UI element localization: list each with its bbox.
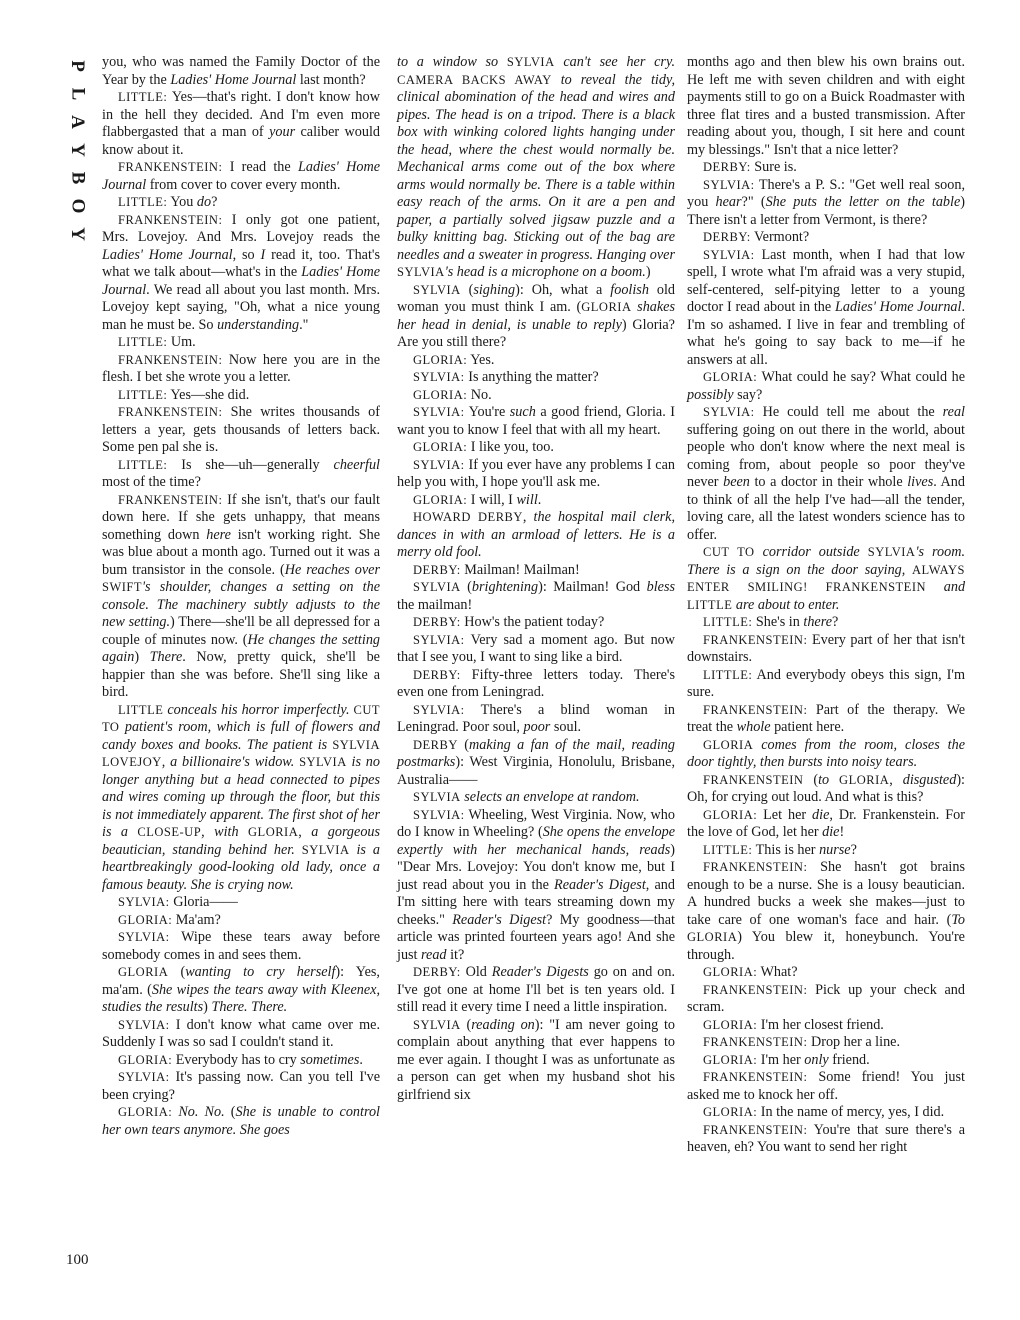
paragraph: to a window so SYLVIA can't see her cry. CAMERA BACKS AWAY to reveal the tidy, clinical abomination of the head and wires and pipes. The head is on a tripod. There is a black box with winking colored lights hanging under the head, where the chest would normally be. Mechanical arms come out of the box where arms would normally be. There is a table within easy reach of the arms. On it are a pen and paper, a partially solved jigsaw puzzle and a bulky knitting bag. Sticking out of the bag are needles and a sweater in progress. Hanging over SYLVIA's head is a microphone on a boom.) bbox=[397, 54, 676, 280]
paragraph: DERBY: How's the patient today? bbox=[413, 614, 605, 630]
page-number: 100 bbox=[66, 1252, 89, 1268]
masthead-letter: O bbox=[67, 198, 88, 214]
paragraph: DERBY: Vermont? bbox=[703, 229, 810, 245]
paragraph: GLORIA: I'm her closest friend. bbox=[703, 1016, 884, 1033]
paragraph: GLORIA: Let her die, Dr. Frankenstein. For the love of God, let her die! bbox=[687, 806, 965, 840]
masthead-letter: Y bbox=[66, 227, 88, 241]
paragraph: SYLVIA: I don't know what came over me. Suddenly I was so sad I couldn't stand it. bbox=[102, 1016, 380, 1050]
paragraph: CUT TO corridor outside SYLVIA's room. There is a sign on the door saying, ALWAYS ENTER SMILING! FRANKENSTEIN and LITTLE are about to enter. bbox=[687, 544, 966, 613]
magazine-masthead bbox=[62, 52, 92, 248]
paragraph: SYLVIA: Last month, when I had that low spell, I wrote what I'm afraid was a very stupid, self-centered, self-pitying letter to a young doctor I read about in the Ladies' Home Journal. I'm so ashamed. I live in fear and trembling of what he's going to say back to me—if he answers at all. bbox=[687, 246, 965, 368]
paragraph: DERBY: Sure is. bbox=[703, 159, 797, 175]
masthead-letter: B bbox=[67, 171, 88, 185]
paragraph: GLORIA: Ma'am? bbox=[118, 911, 221, 928]
paragraph: months ago and then blew his own brains out. He left me with seven children and with eight payments still to go on a Buick Roadmaster with three flat tires and a busted transmission. After reading about you, though, I sit here and count my blessings." Isn't that a nice letter? bbox=[687, 54, 965, 158]
paragraph: GLORIA: Yes. bbox=[413, 351, 495, 368]
paragraph: FRANKENSTEIN: Every part of her that isn't downstairs. bbox=[687, 631, 965, 665]
paragraph: HOWARD DERBY, the hospital mail clerk, dances in with an armload of letters. He is a merry old fool. bbox=[397, 509, 675, 560]
paragraph: LITTLE: This is her nurse? bbox=[703, 841, 857, 858]
paragraph: DERBY: Mailman! Mailman! bbox=[413, 561, 580, 578]
paragraph: FRANKENSTEIN: Pick up your check and scram. bbox=[687, 981, 965, 1015]
paragraph: LITTLE: Um. bbox=[118, 334, 196, 350]
paragraph: FRANKENSTEIN (to GLORIA, disgusted): Oh, for crying out loud. And what is this? bbox=[687, 771, 965, 805]
paragraph: SYLVIA: Gloria—— bbox=[118, 894, 238, 910]
paragraph: GLORIA comes from the room, closes the door tightly, then bursts into noisy tears. bbox=[687, 736, 966, 770]
paragraph: SYLVIA: It's passing now. Can you tell I've been crying? bbox=[102, 1069, 380, 1103]
paragraph: SYLVIA: Is anything the matter? bbox=[413, 369, 599, 385]
paragraph: SYLVIA selects an envelope at random. bbox=[413, 789, 640, 805]
paragraph: FRANKENSTEIN: I read the Ladies' Home Journal from cover to cover every month. bbox=[102, 159, 380, 193]
paragraph: SYLVIA (reading on): "I am never going to complain about anything that ever happens to me ever again. I thought I was as unfortunate as a person can get when my husband shot his girlfriend six bbox=[397, 1016, 676, 1103]
text-column-2 bbox=[397, 54, 675, 1104]
paragraph: GLORIA: No. bbox=[413, 386, 492, 403]
paragraph: FRANKENSTEIN: Now here you are in the flesh. I bet she wrote you a letter. bbox=[102, 351, 380, 385]
text-column-1 bbox=[102, 54, 380, 1139]
paragraph: SYLVIA (brightening): Mailman! God bless the mailman! bbox=[397, 579, 675, 613]
paragraph: LITTLE: Yes—she did. bbox=[118, 386, 250, 403]
paragraph: FRANKENSTEIN: She hasn't got brains enough to be a nurse. She is a lousy beautician. A hundred bucks a week she makes—just to take care of one woman's face and hair. (To GLORIA) You blew it, honeybunch. You're through. bbox=[687, 859, 965, 963]
paragraph: you, who was named the Family Doctor of the Year by the Ladies' Home Journal last month? bbox=[102, 54, 380, 88]
paragraph: GLORIA: I will, I will. bbox=[413, 491, 542, 508]
paragraph: GLORIA: No. No. (She is unable to control her own tears anymore. She goes bbox=[102, 1104, 380, 1138]
paragraph: GLORIA: I'm her only friend. bbox=[703, 1051, 870, 1068]
paragraph: LITTLE: And everybody obeys this sign, I'm sure. bbox=[687, 666, 965, 700]
masthead-letter: A bbox=[66, 115, 88, 129]
paragraph: SYLVIA: There's a P. S.: "Get well real soon, you hear?" (She puts the letter on the table) There isn't a letter from Vermont, is there? bbox=[687, 176, 965, 228]
paragraph: LITTLE conceals his horror imperfectly. CUT TO patient's room, which is full of flowers and candy boxes and books. The patient is SYLVIA LOVEJOY, a billionaire's widow. SYLVIA is no longer anything but a head connected to pipes and wires coming up through the floor, but this is not immediately apparent. The first shot of her is a CLOSE-UP, with GLORIA, a gorgeous beautician, standing behind her. SYLVIA is a heartbreakingly good-looking old lady, once a famous beauty. She is crying now. bbox=[102, 701, 381, 893]
paragraph: LITTLE: She's in there? bbox=[703, 614, 839, 630]
paragraph: SYLVIA: Wheeling, West Virginia. Now, who do I know in Wheeling? (She opens the envelope expertly with her mechanical hands, reads) "Dear Mrs. Lovejoy: You don't know me, but I just read about you in the Reader's Digest, and I'm sitting here with tears streaming down my cheeks." Reader's Digest? My goodness—that article was printed fourteen years ago! And she just read it? bbox=[397, 806, 676, 963]
paragraph: LITTLE: Is she—uh—generally cheerful most of the time? bbox=[102, 456, 380, 490]
masthead-letter: P bbox=[66, 60, 88, 72]
paragraph: GLORIA: In the name of mercy, yes, I did. bbox=[703, 1104, 945, 1120]
paragraph: FRANKENSTEIN: She writes thousands of letters a year, gets thousands of letters back. Some pen pal she is. bbox=[102, 404, 380, 455]
paragraph: GLORIA (wanting to cry herself): Yes, ma'am. (She wipes the tears away with Kleenex, studies the results) There. There. bbox=[102, 964, 380, 1015]
paragraph: DERBY (making a fan of the mail, reading postmarks): West Virginia, Honolulu, Brisbane, Australia—— bbox=[397, 736, 675, 788]
masthead-letter: L bbox=[67, 87, 88, 101]
paragraph: FRANKENSTEIN: You're that sure there's a heaven, eh? You want to send her right bbox=[687, 1121, 965, 1155]
paragraph: GLORIA: What could he say? What could he possibly say? bbox=[687, 369, 965, 403]
paragraph: GLORIA: What? bbox=[703, 964, 798, 980]
paragraph: FRANKENSTEIN: Drop her a line. bbox=[703, 1034, 901, 1050]
paragraph: FRANKENSTEIN: I only got one patient, Mrs. Lovejoy. And Mrs. Lovejoy reads the Ladies' Home Journal, so I read it, too. That's what we talk about—what's in the Ladies' Home Journal. We read all about you last month. Mrs. Lovejoy kept saying, "Oh, what a nice young man he must be. So understanding." bbox=[102, 211, 381, 333]
paragraph: LITTLE: Yes—that's right. I don't know how in the hell they decided. And I'm even more flabbergasted that a man of your caliber would know about it. bbox=[102, 89, 380, 158]
text-column-3 bbox=[687, 54, 965, 1157]
paragraph: SYLVIA: He could tell me about the real suffering going on out there in the world, about people who don't know where the next meal is coming from, about people so poor they've never been to a doctor in their whole lives. And to think of all the help I've had—all the tender, loving care, all the latest wonders science has to offer. bbox=[687, 404, 965, 543]
paragraph: DERBY: Fifty-three letters today. There's even one from Leningrad. bbox=[397, 666, 675, 700]
paragraph: SYLVIA: Wipe these tears away before somebody comes in and sees them. bbox=[102, 929, 380, 963]
paragraph: SYLVIA: Very sad a moment ago. But now that I see you, I want to sing like a bird. bbox=[397, 631, 675, 665]
paragraph: FRANKENSTEIN: Part of the therapy. We treat the whole patient here. bbox=[687, 701, 965, 735]
paragraph: LITTLE: You do? bbox=[118, 194, 218, 210]
paragraph: DERBY: Old Reader's Digests go on and on. I've got one at home I'll bet is ten years old. I still read it every time I need a little inspiration. bbox=[397, 964, 675, 1015]
paragraph: FRANKENSTEIN: Some friend! You just asked me to knock her off. bbox=[687, 1069, 965, 1103]
paragraph: FRANKENSTEIN: If she isn't, that's our fault down here. If she gets unhappy, that means something down here isn't working right. She was blue about a month ago. Turned out it was a bum transistor in the console. (He reaches over SWIFT's shoulder, changes a setting on the console. The machinery subtly adjusts to the new setting.) There—she'll be all depressed for a couple of minutes now. (He changes the setting again) There. Now, pretty quick, she'll be happier than she was before. She'll sing like a bird. bbox=[102, 491, 381, 700]
paragraph: SYLVIA (sighing): Oh, what a foolish old woman you must think I am. (GLORIA shakes her head in denial, is unable to reply) Gloria? Are you still there? bbox=[397, 281, 675, 350]
paragraph: GLORIA: Everybody has to cry sometimes. bbox=[118, 1051, 363, 1068]
paragraph: SYLVIA: If you ever have any problems I can help you with, I hope you'll ask me. bbox=[397, 456, 675, 490]
masthead-letter: Y bbox=[66, 143, 88, 157]
paragraph: GLORIA: I like you, too. bbox=[413, 439, 554, 455]
paragraph: SYLVIA: There's a blind woman in Leningrad. Poor soul, poor soul. bbox=[397, 701, 675, 735]
paragraph: SYLVIA: You're such a good friend, Gloria. I want you to know I feel that with all my heart. bbox=[397, 404, 675, 438]
